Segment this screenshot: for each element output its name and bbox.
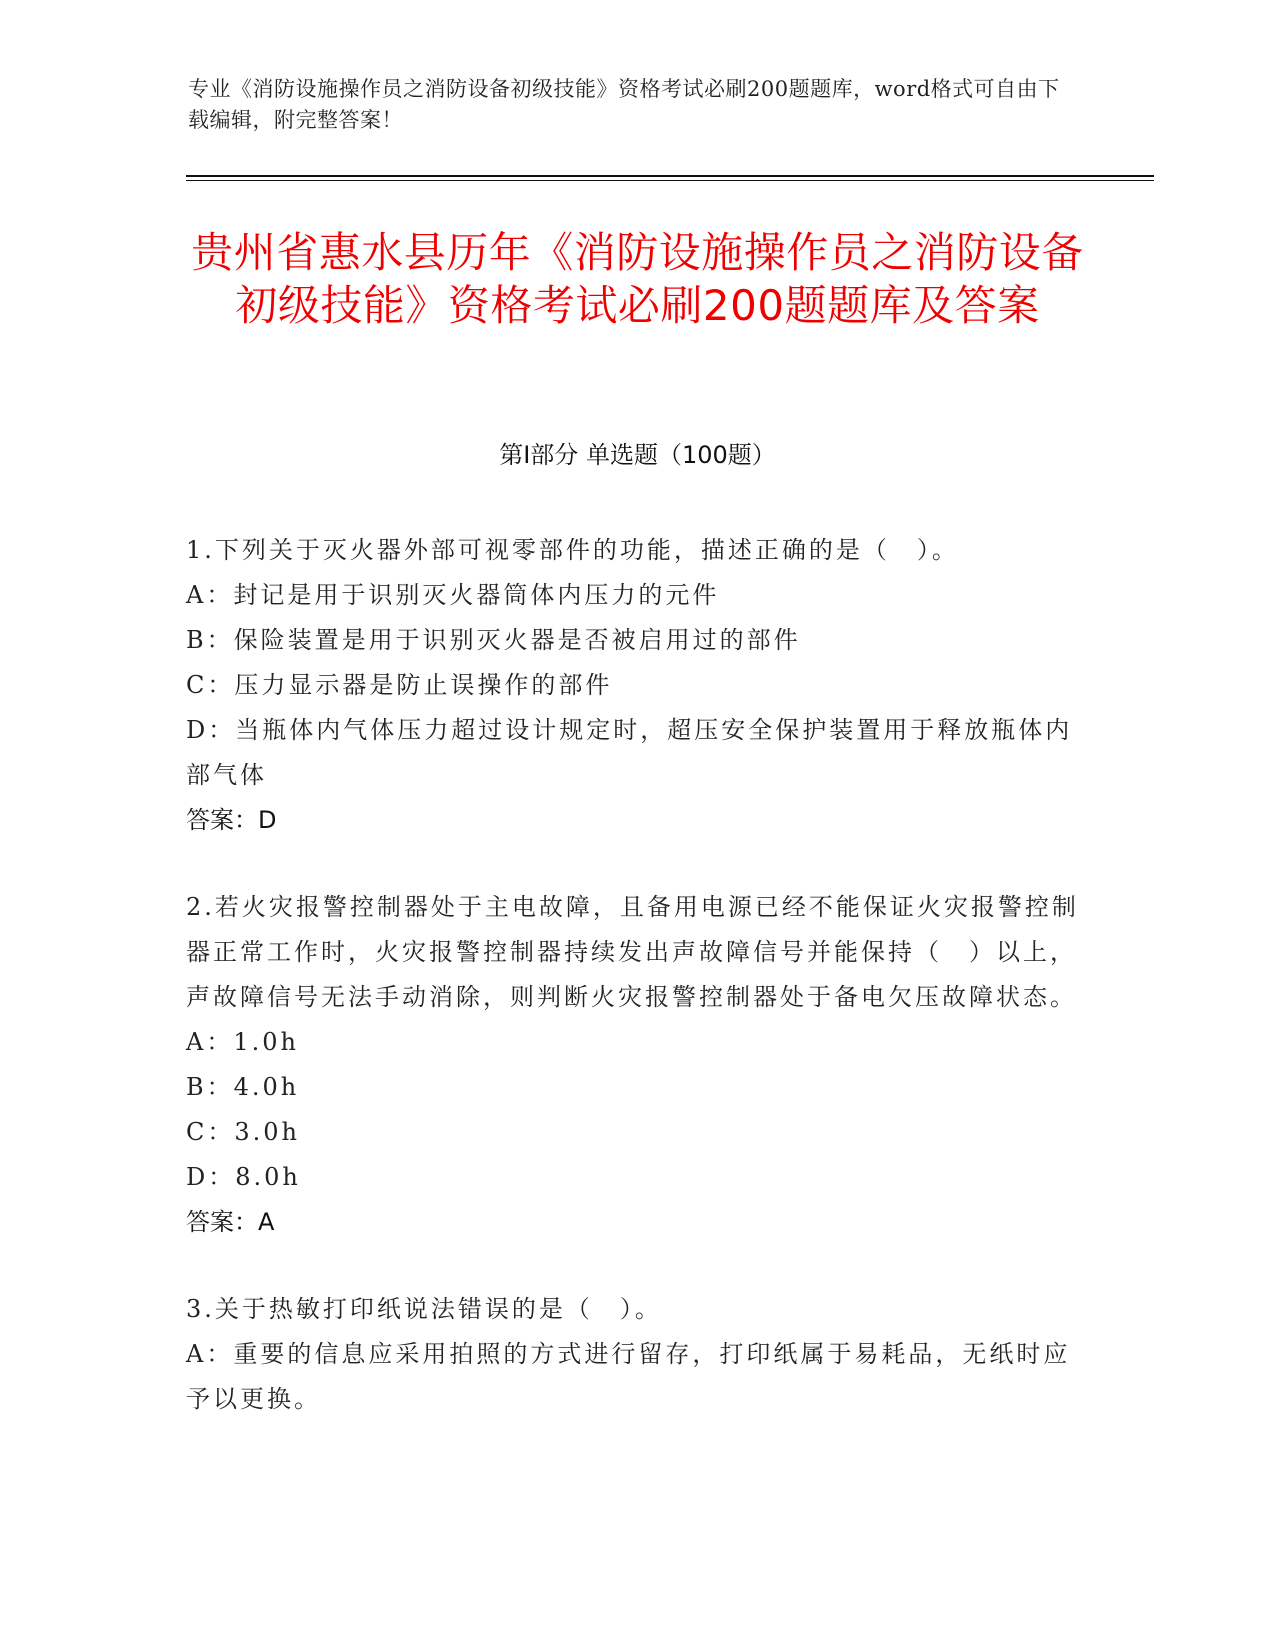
- document-title: 贵州省惠水县历年《消防设施操作员之消防设备初级技能》资格考试必刷200题题库及答案: [191, 228, 1084, 330]
- question-2: [186, 885, 1081, 1245]
- option-c: C：压力显示器是防止误操作的部件: [186, 671, 613, 699]
- option-d: D：当瓶体内气体压力超过设计规定时，超压安全保护装置用于释放瓶体内部气体: [186, 716, 1073, 789]
- option-a: A：1.0h: [186, 1028, 299, 1056]
- question-stem: 3.关于热敏打印纸说法错误的是（ ）。: [186, 1295, 662, 1323]
- answer-line: 答案：A: [186, 1208, 275, 1236]
- question-stem: 1.下列关于灭火器外部可视零部件的功能，描述正确的是（ ）。: [186, 536, 959, 564]
- option-d: D：8.0h: [186, 1163, 301, 1191]
- answer-line: 答案：D: [186, 806, 277, 834]
- header-divider-thin: [186, 180, 1154, 181]
- option-a: A：封记是用于识别灭火器筒体内压力的元件: [186, 581, 720, 609]
- header-note: 专业《消防设施操作员之消防设备初级技能》资格考试必刷200题题库，word格式可自由下载编辑，附完整答案！: [188, 77, 1060, 132]
- question-stem: 2.若火灾报警控制器处于主电故障，且备用电源已经不能保证火灾报警控制器正常工作时，火灾报警控制器持续发出声故障信号并能保持（ ）以上，声故障信号无法手动消除，则判断火灾报警控制器处于备电欠压故障状态。: [186, 893, 1079, 1011]
- header-divider-thick: [186, 175, 1154, 177]
- question-list: [186, 528, 1081, 1464]
- section-heading: 第Ⅰ部分 单选题（100题）: [499, 441, 776, 469]
- option-c: C：3.0h: [186, 1118, 300, 1146]
- question-3: [186, 1287, 1081, 1422]
- option-b: B：保险装置是用于识别灭火器是否被启用过的部件: [186, 626, 801, 654]
- option-b: B：4.0h: [186, 1073, 300, 1101]
- option-a: A：重要的信息应采用拍照的方式进行留存，打印纸属于易耗品，无纸时应予以更换。: [186, 1340, 1071, 1413]
- question-1: [186, 528, 1081, 843]
